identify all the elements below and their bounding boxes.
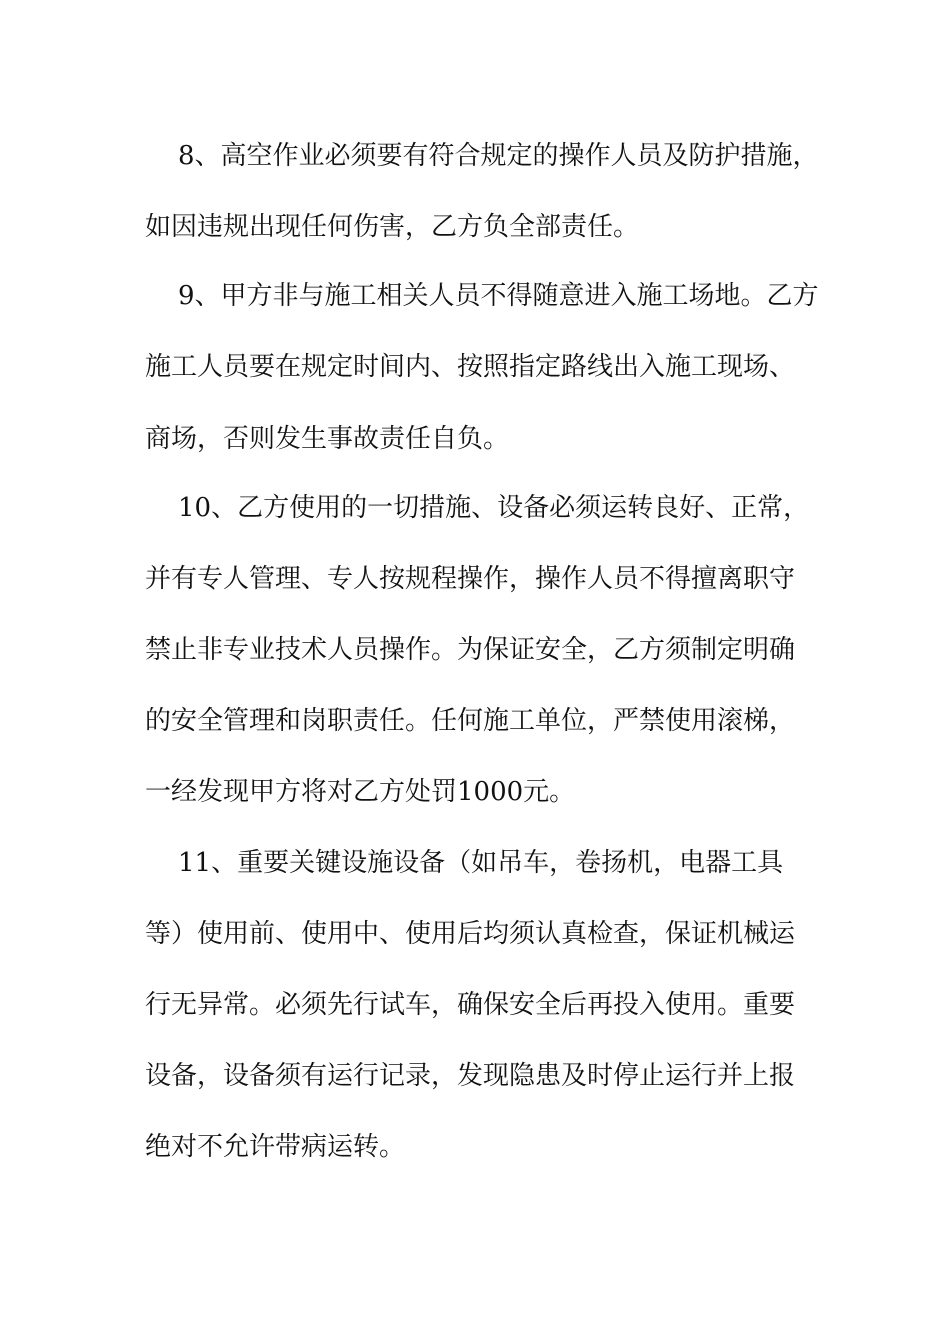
- paragraph-9-line-2: 施工人员要在规定时间内、按照指定路线出入施工现场、: [145, 352, 796, 382]
- paragraph-11-line-3: 行无异常。必须先行试车，确保安全后再投入使用。重要: [145, 990, 796, 1020]
- paragraph-11-line-2: 等）使用前、使用中、使用后均须认真检查，保证机械运: [145, 919, 796, 949]
- paragraph-9-line-3: 商场，否则发生事故责任自负。: [145, 424, 510, 454]
- paragraph-9-line-1: 9、甲方非与施工相关人员不得随意进入施工场地。乙方: [178, 281, 819, 311]
- paragraph-8-line-2: 如因违规出现任何伤害，乙方负全部责任。: [145, 212, 640, 242]
- paragraph-10-line-2: 并有专人管理、专人按规程操作，操作人员不得擅离职守: [145, 564, 796, 594]
- paragraph-10-line-1: 10、乙方使用的一切措施、设备必须运转良好、正常，: [178, 493, 810, 523]
- paragraph-10-line-3: 禁止非专业技术人员操作。为保证安全，乙方须制定明确: [145, 635, 796, 665]
- paragraph-11-line-4: 设备，设备须有运行记录，发现隐患及时停止运行并上报: [145, 1061, 796, 1091]
- paragraph-10-line-5: 一经发现甲方将对乙方处罚1000元。: [145, 777, 576, 807]
- paragraph-11-line-5: 绝对不允许带病运转。: [145, 1132, 406, 1162]
- paragraph-10-line-4: 的安全管理和岗职责任。任何施工单位，严禁使用滚梯，: [145, 706, 796, 736]
- paragraph-11-line-1: 11、重要关键设施设备（如吊车，卷扬机，电器工具: [178, 848, 784, 878]
- paragraph-8-line-1: 8、高空作业必须要有符合规定的操作人员及防护措施，: [178, 141, 819, 171]
